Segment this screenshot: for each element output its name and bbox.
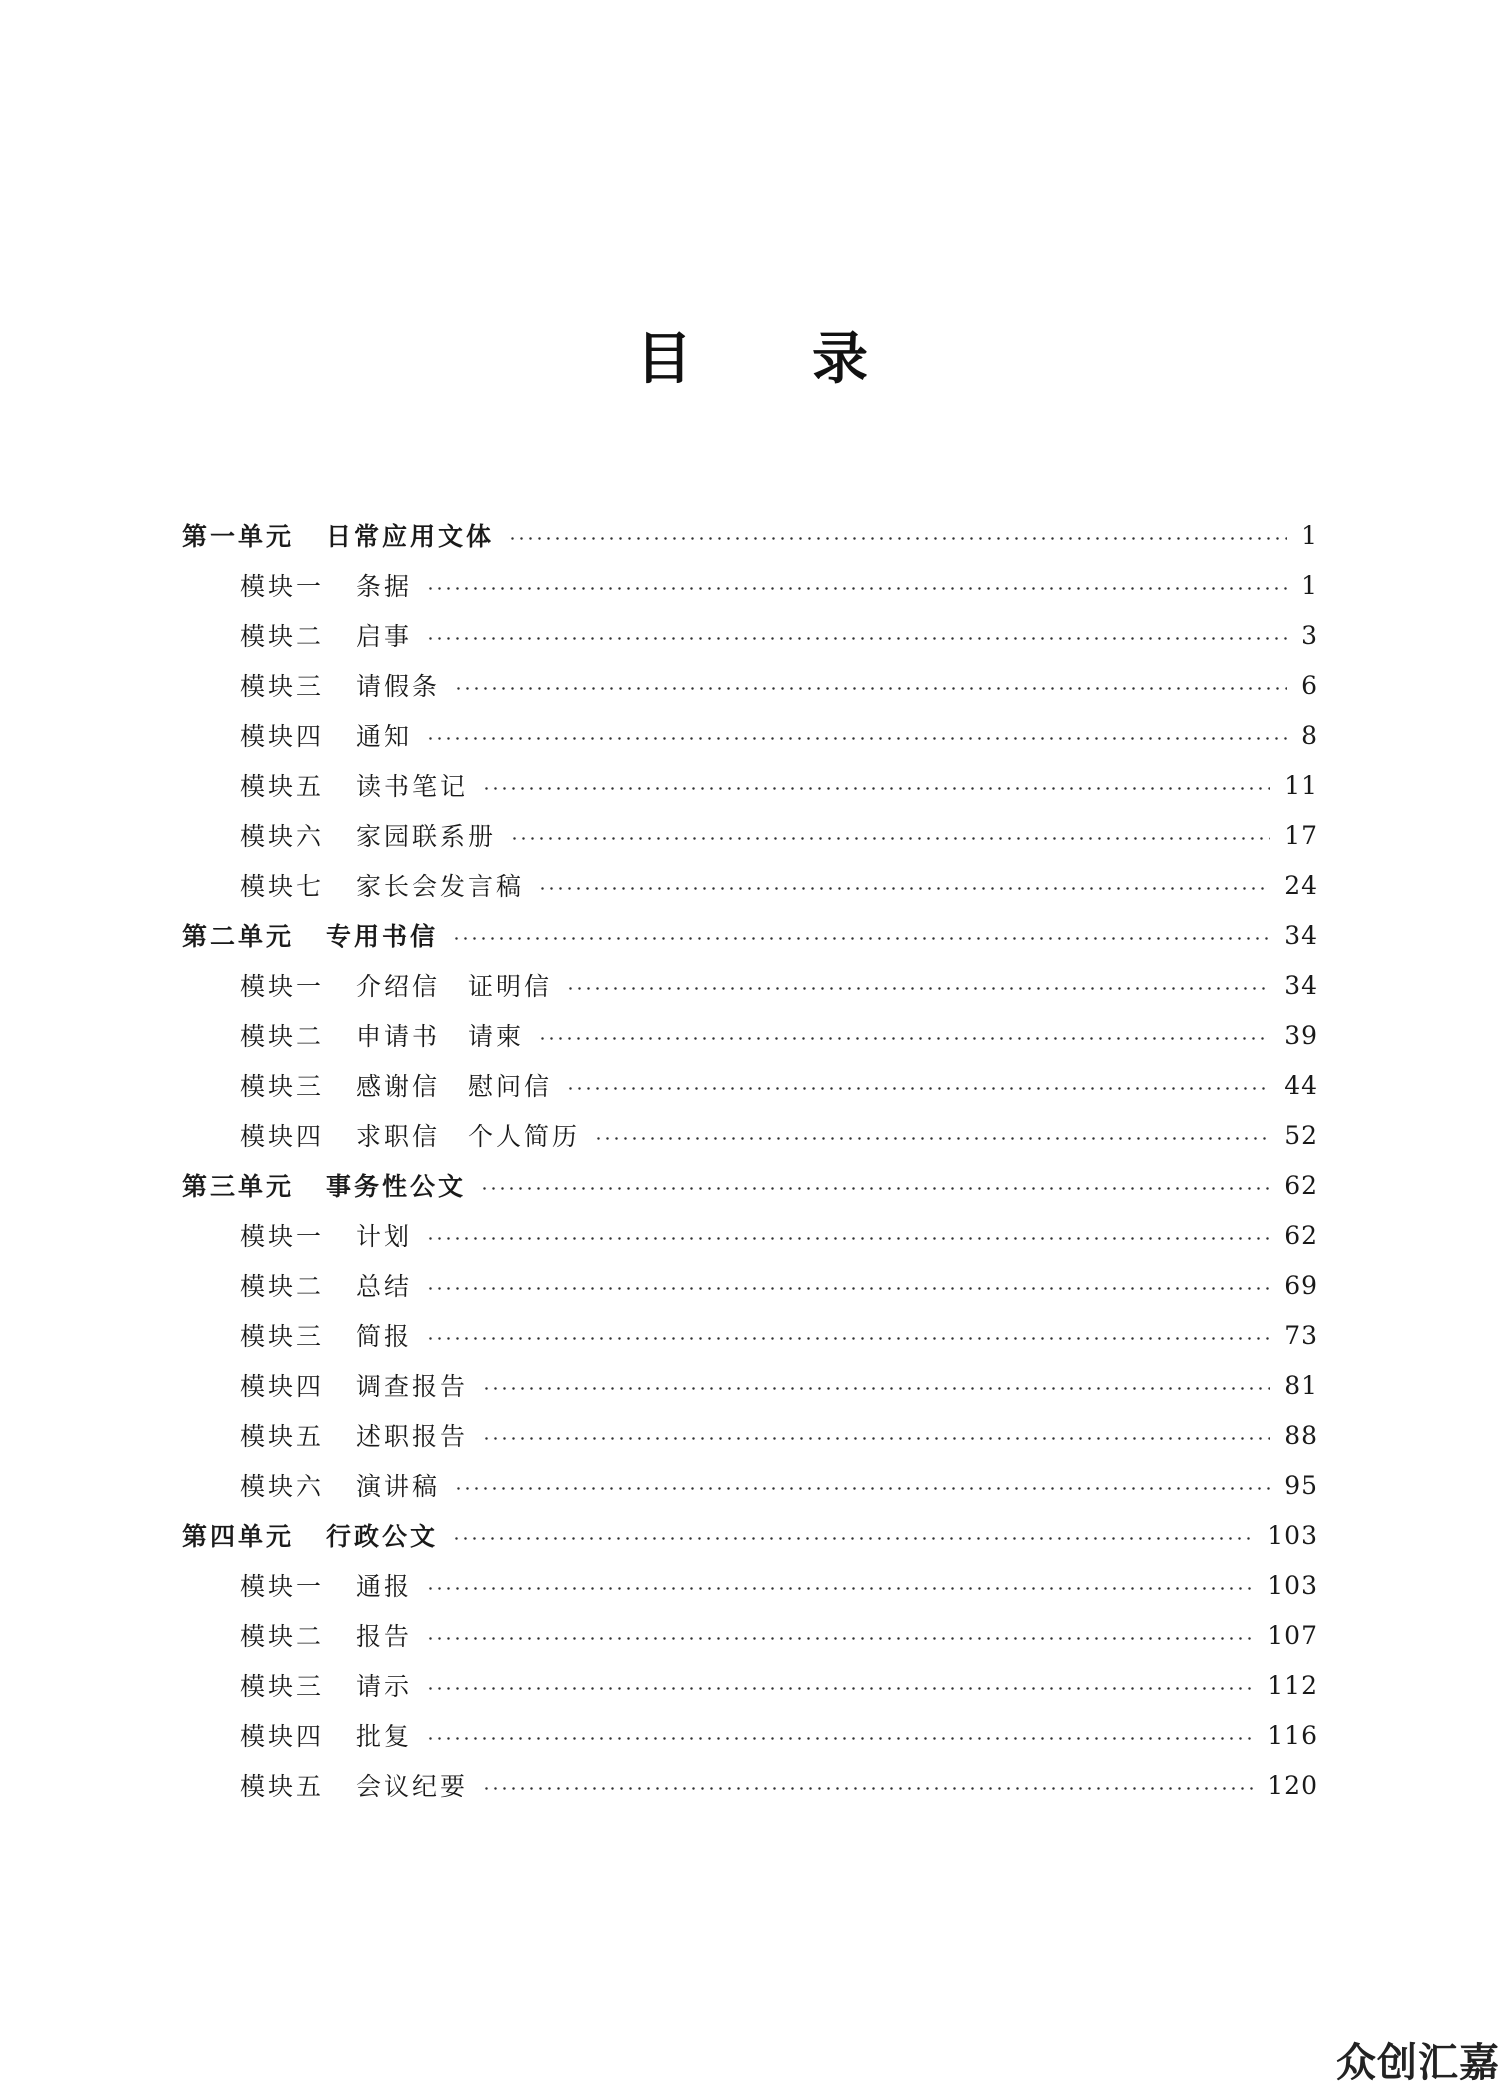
toc-entry-title: 行政公文 <box>326 1522 439 1551</box>
toc-entry-label: 模块四 <box>240 1722 325 1751</box>
toc-module-entry <box>240 660 1318 710</box>
toc-module-entry <box>240 1460 1318 1510</box>
toc-entry-title: 求职信 个人简历 <box>356 1122 581 1151</box>
toc-entry-label: 第四单元 <box>182 1522 295 1551</box>
toc-entry-label: 模块一 <box>240 1572 325 1601</box>
toc-entry-page-number: 34 <box>1284 970 1318 1000</box>
toc-entry-title: 请假条 <box>356 672 441 701</box>
toc-module-entry <box>240 1660 1318 1710</box>
toc-entry-title: 报告 <box>356 1622 413 1651</box>
toc-entry-page-number: 62 <box>1284 1220 1318 1250</box>
toc-entry-label: 模块三 <box>240 1322 325 1351</box>
toc-dot-leader <box>452 937 1270 940</box>
toc-dot-leader <box>426 1287 1270 1290</box>
toc-entry-page-number: 73 <box>1284 1320 1318 1350</box>
toc-unit-entry <box>182 1160 1318 1210</box>
toc-entry-title: 述职报告 <box>356 1422 469 1451</box>
toc-entry-title: 条据 <box>356 572 413 601</box>
watermark-logo: 众创汇嘉 <box>1336 2040 1500 2086</box>
toc-entry-title: 家长会发言稿 <box>356 872 525 901</box>
toc-unit-entry <box>182 510 1318 560</box>
toc-dot-leader <box>482 787 1270 790</box>
toc-entry-page-number: 39 <box>1284 1020 1318 1050</box>
toc-entry-page-number: 1 <box>1301 520 1318 550</box>
page-title <box>0 322 1504 398</box>
toc-entry-title: 感谢信 慰问信 <box>356 1072 553 1101</box>
page-title-char-2: 录 <box>812 327 868 392</box>
toc-entry-title: 批复 <box>356 1722 413 1751</box>
toc-entry-page-number: 69 <box>1284 1270 1318 1300</box>
toc-entry-title: 简报 <box>356 1322 413 1351</box>
toc-dot-leader <box>508 537 1287 540</box>
toc-dot-leader <box>482 1787 1253 1790</box>
toc-entry-page-number: 8 <box>1301 720 1318 750</box>
toc-entry-label: 模块三 <box>240 1072 325 1101</box>
toc-entry-page-number: 103 <box>1267 1570 1318 1600</box>
toc-unit-entry <box>182 1510 1318 1560</box>
toc-dot-leader <box>426 1637 1253 1640</box>
toc-module-entry <box>240 1410 1318 1460</box>
page-title-char-1: 目 <box>636 327 692 392</box>
toc-module-entry <box>240 1110 1318 1160</box>
toc-entry-page-number: 95 <box>1284 1470 1318 1500</box>
toc-entry-label: 模块四 <box>240 1372 325 1401</box>
toc-module-entry <box>240 1010 1318 1060</box>
toc-entry-title: 通知 <box>356 722 413 751</box>
toc-entry-title: 请示 <box>356 1672 413 1701</box>
toc-entry-page-number: 6 <box>1301 670 1318 700</box>
toc-module-entry <box>240 1260 1318 1310</box>
toc-dot-leader <box>482 1387 1270 1390</box>
toc-entry-title: 申请书 请柬 <box>356 1022 525 1051</box>
toc-entry-label: 模块二 <box>240 1022 325 1051</box>
toc-entry-title: 调查报告 <box>356 1372 469 1401</box>
toc-entry-label: 第三单元 <box>182 1172 295 1201</box>
toc-module-entry <box>240 760 1318 810</box>
toc-dot-leader <box>426 587 1287 590</box>
toc-module-entry <box>240 810 1318 860</box>
toc-entry-label: 模块六 <box>240 1472 325 1501</box>
toc-module-entry <box>240 1560 1318 1610</box>
toc-entry-label: 模块六 <box>240 822 325 851</box>
toc-entry-page-number: 107 <box>1267 1620 1318 1650</box>
toc-entry-title: 通报 <box>356 1572 413 1601</box>
toc-entry-page-number: 1 <box>1301 570 1318 600</box>
toc-dot-leader <box>426 637 1287 640</box>
toc-entry-label: 模块五 <box>240 772 325 801</box>
toc-entry-label: 模块二 <box>240 1272 325 1301</box>
toc-dot-leader <box>482 1437 1270 1440</box>
toc-dot-leader <box>566 987 1270 990</box>
toc-dot-leader <box>426 737 1287 740</box>
toc-module-entry <box>240 1060 1318 1110</box>
toc-dot-leader <box>566 1087 1270 1090</box>
toc-module-entry <box>240 1310 1318 1360</box>
toc-entry-title: 日常应用文体 <box>326 522 495 551</box>
toc-entry-title: 计划 <box>356 1222 413 1251</box>
toc-dot-leader <box>594 1137 1270 1140</box>
toc-entry-title: 总结 <box>356 1272 413 1301</box>
toc-module-entry <box>240 1210 1318 1260</box>
toc-entry-label: 第二单元 <box>182 922 295 951</box>
toc-dot-leader <box>426 1737 1253 1740</box>
toc-dot-leader <box>426 1337 1270 1340</box>
toc-entry-page-number: 34 <box>1284 920 1318 950</box>
toc-entry-label: 模块五 <box>240 1772 325 1801</box>
toc-module-entry <box>240 1710 1318 1760</box>
toc-entry-label: 模块一 <box>240 1222 325 1251</box>
toc-entry-label: 模块三 <box>240 1672 325 1701</box>
toc-entry-page-number: 116 <box>1267 1720 1318 1750</box>
toc-entry-title: 读书笔记 <box>356 772 469 801</box>
toc-entry-title: 专用书信 <box>326 922 439 951</box>
toc-entry-label: 模块四 <box>240 722 325 751</box>
toc-entry-label: 模块一 <box>240 572 325 601</box>
toc-entry-title: 会议纪要 <box>356 1772 469 1801</box>
toc-dot-leader <box>480 1187 1270 1190</box>
toc-dot-leader <box>454 1487 1270 1490</box>
toc-entry-label: 模块五 <box>240 1422 325 1451</box>
toc-entry-page-number: 24 <box>1284 870 1318 900</box>
toc-entry-title: 介绍信 证明信 <box>356 972 553 1001</box>
toc-entry-label: 模块七 <box>240 872 325 901</box>
toc-entry-title: 演讲稿 <box>356 1472 441 1501</box>
toc-module-entry <box>240 960 1318 1010</box>
toc-entry-label: 模块一 <box>240 972 325 1001</box>
toc-entry-page-number: 17 <box>1284 820 1318 850</box>
toc-dot-leader <box>426 1237 1270 1240</box>
toc-module-entry <box>240 1360 1318 1410</box>
toc-entry-label: 模块三 <box>240 672 325 701</box>
toc-entry-label: 模块二 <box>240 622 325 651</box>
toc-module-entry <box>240 860 1318 910</box>
toc-module-entry <box>240 710 1318 760</box>
toc-entry-page-number: 112 <box>1267 1670 1318 1700</box>
toc-entry-page-number: 11 <box>1284 770 1318 800</box>
toc-entry-label: 模块二 <box>240 1622 325 1651</box>
toc-module-entry <box>240 560 1318 610</box>
toc-entry-page-number: 81 <box>1284 1370 1318 1400</box>
toc-entry-label: 模块四 <box>240 1122 325 1151</box>
toc-entry-page-number: 103 <box>1267 1520 1318 1550</box>
toc-entry-title: 家园联系册 <box>356 822 497 851</box>
toc-entry-page-number: 44 <box>1284 1070 1318 1100</box>
toc-entry-page-number: 62 <box>1284 1170 1318 1200</box>
toc-entry-page-number: 120 <box>1267 1770 1318 1800</box>
toc-module-entry <box>240 1610 1318 1660</box>
toc-dot-leader <box>452 1537 1253 1540</box>
toc-module-entry <box>240 610 1318 660</box>
toc-entry-title: 启事 <box>356 622 413 651</box>
toc-dot-leader <box>454 687 1287 690</box>
toc-entry-page-number: 52 <box>1284 1120 1318 1150</box>
toc-unit-entry <box>182 910 1318 960</box>
toc-entry-page-number: 3 <box>1301 620 1318 650</box>
toc-entry-title: 事务性公文 <box>326 1172 467 1201</box>
toc-dot-leader <box>426 1687 1253 1690</box>
toc-dot-leader <box>538 1037 1270 1040</box>
toc-dot-leader <box>426 1587 1253 1590</box>
toc-dot-leader <box>538 887 1270 890</box>
toc-entry-page-number: 88 <box>1284 1420 1318 1450</box>
toc-dot-leader <box>510 837 1270 840</box>
toc-entry-label: 第一单元 <box>182 522 295 551</box>
toc-module-entry <box>240 1760 1318 1810</box>
